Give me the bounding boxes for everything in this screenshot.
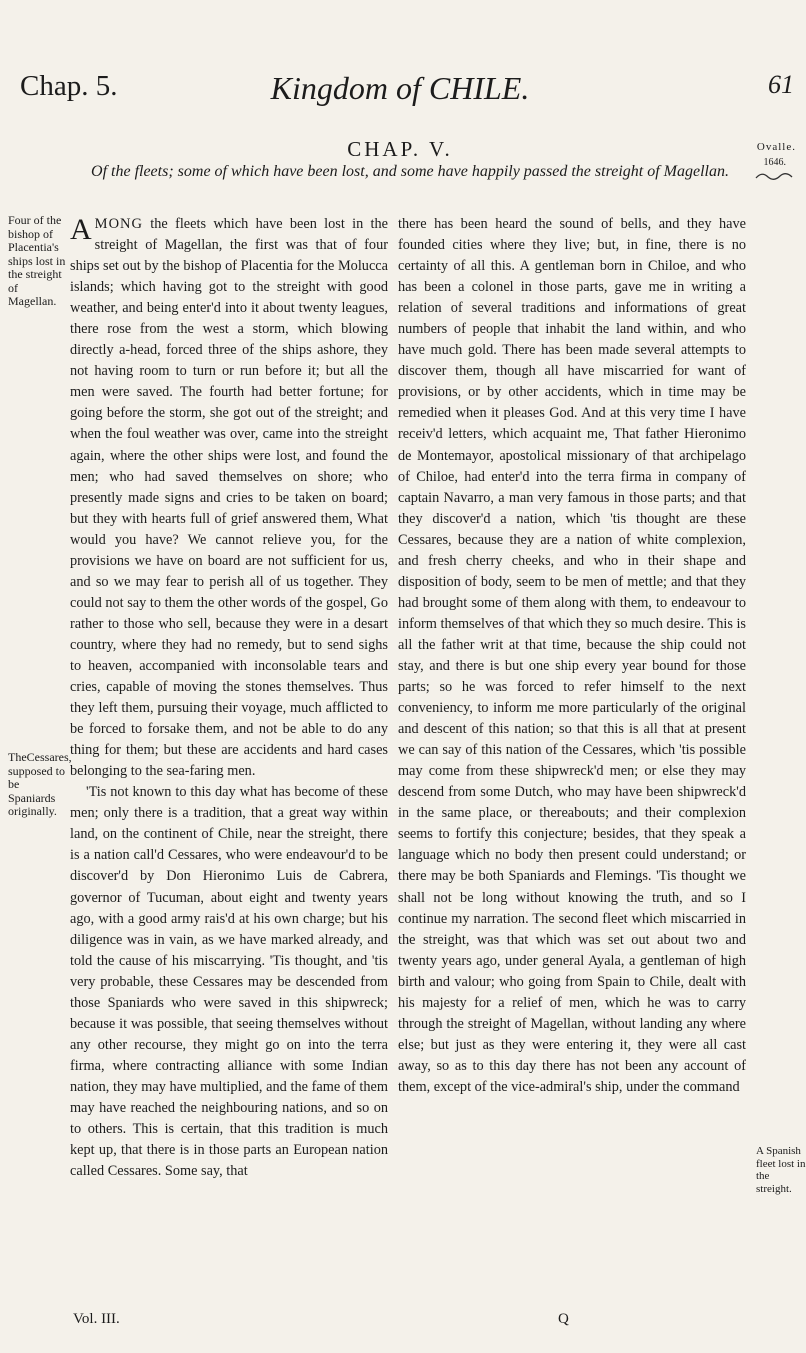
page-footer	[0, 1311, 800, 1335]
paragraph-text: the fleets which have been lost in the streight of Magellan, the first was that of four ships set out by the bishop of Placentia for the Molucca islands; which having got to the streight with good weather, and being enter'd into it about twenty leagues, there rose from the west a storm, which blowing directly a-head, forced three of the ships ashore, they not having room to turn or run before it; but all the men were saved. The fourth had better fortune; for going before the storm, she got out of the streight; and when the foul weather was over, came into the streight again, where the other ships were lost, and found the men; who had saved themselves on shore; who presently made signs and cries to be taken on board; but they with hearts full of grief answered them, What would you have? We cannot relieve you, for the provisions we have on board are not sufficient for us, and so we may fear to perish all of us together. They could not say to them the other words of the gospel, Go rather to those who sell, because they were in a desart country, where they had no remedy, but to send sighs to heaven, accompanied with inconsolable tears and cries, capable of moving the stones themselves. Thus they left them, pursuing their voyage, much afflicted to be forced to forsake them, and not be able to do any thing for them; but these are accidents and hard cases belonging to the sea-faring men.	[70, 216, 389, 780]
signature-mark: Q	[558, 1311, 569, 1327]
chapter-subtitle: Of the fleets; some of which have been lost, and some have happily passed the streight of Magellan.	[91, 163, 729, 180]
drop-cap: A	[70, 213, 92, 246]
text-column-left	[70, 214, 388, 1182]
author-sidenote: Ovalle.	[756, 141, 796, 153]
year-sidenote: 1646.	[763, 157, 786, 168]
running-title: Kingdom of CHILE.	[270, 70, 530, 106]
margin-note-cessares: TheCessares, supposed to be Spaniards originally.	[8, 750, 72, 818]
opening-word: MONG	[94, 216, 143, 232]
chapter-title: CHAP. V.	[347, 137, 453, 161]
text-column-right	[398, 214, 746, 1098]
page-number: 61	[768, 70, 794, 99]
paragraph: there has been heard the sound of bells, and they have founded cities where they live; but, in fine, there is no certainty of all this. A gentleman born in Chiloe, and who has been a colonel in those parts, gave me in writing a relation of several traditions and informations of great numbers of people that inhabit the land within, and who have much gold. There has been made several attempts to discover them, though all have miscarried for want of provisions, or by other accidents, which in time may be remedied when it pleases God. And at this very time I have receiv'd letters, which acquaint me, That father Hieronimo de Montemayor, apostolical missionary of that archipelago of Chiloe, had enter'd into the terra firma in company of captain Navarro, a man very famous in those parts; and that they discover'd a nation, which 'tis thought are these Cessares, because they are a nation of white complexion, and fresh cherry cheeks, and who in their shape and disposition of body, seem to be men of mettle; and that they had brought some of them along with them, to endeavour to inform themselves of that which they so much desire. This is all the father writ at that time, because the ship could not stay, and there is but one ship every year bound for those parts; so he was forced to refer himself to the next conveniency, to inform me more particularly of the original and descent of this nation; so that this is all that at present we can say of this nation of the Cessares, which 'tis possible may come from these shipwreck'd men; or else they may descend from some Dutch, who may have been shipwreck'd in the same place, or thereabouts; and their complexion seems to fortify this conjecture; besides, that they speak a language which no body then present could understand; or there may be both Spaniards and Flemings. 'Tis thought we shall not be long without knowing the truth, and so I continue my narration. The second fleet which miscarried in the streight, was that which was set out about two and twenty years ago, under general Ayala, a gentleman of high birth and valour; who going from Spain to Chile, dealt with his majesty for a relief of men, which he was to carry through the streight of Magellan, without landing any where else; but just as they were entering it, they were all cast away, so as to this day there has not been any account of them, except of the vice-admiral's ship, under the command	[398, 216, 746, 1095]
volume-label: Vol. III.	[73, 1311, 120, 1327]
paragraph: 'Tis not known to this day what has become of these men; only there is a tradition, that a great way within land, on the continent of Chile, near the streight, there is a nation call'd Cessares, who were endeavour'd to be discover'd by Don Hieronimo Luis de Cabrera, governor of Tucuman, about eight and twenty years ago, with a good army rais'd at his own charge; but his diligence was in vain, as we have marked already, and told the cause of his miscarrying. 'Tis thought, and 'tis very probable, these Cessares may be descended from those Spaniards who were saved in this shipwreck; because it was possible, that seeing themselves without any other recourse, they might go on into the terra firma, where contracting alliance with some Indian nation, they may have multiplied, and the fame of them may have reached the neighbouring nations, and so on to others. This is certain, that this tradition is much kept up, that there is in those parts an European nation called Cessares. Some say, that	[70, 784, 388, 1180]
running-header	[0, 70, 800, 110]
paragraph	[70, 214, 388, 782]
chapter-number: Chap. 5.	[20, 70, 118, 102]
fleuron-icon	[754, 170, 794, 182]
margin-note-spanish-fleet: A Spanish fleet lost in the streight.	[756, 1145, 806, 1195]
margin-note-bishop-ships: Four of the bishop of Placentia's ships lost in the streight of Magellan.	[8, 213, 66, 308]
